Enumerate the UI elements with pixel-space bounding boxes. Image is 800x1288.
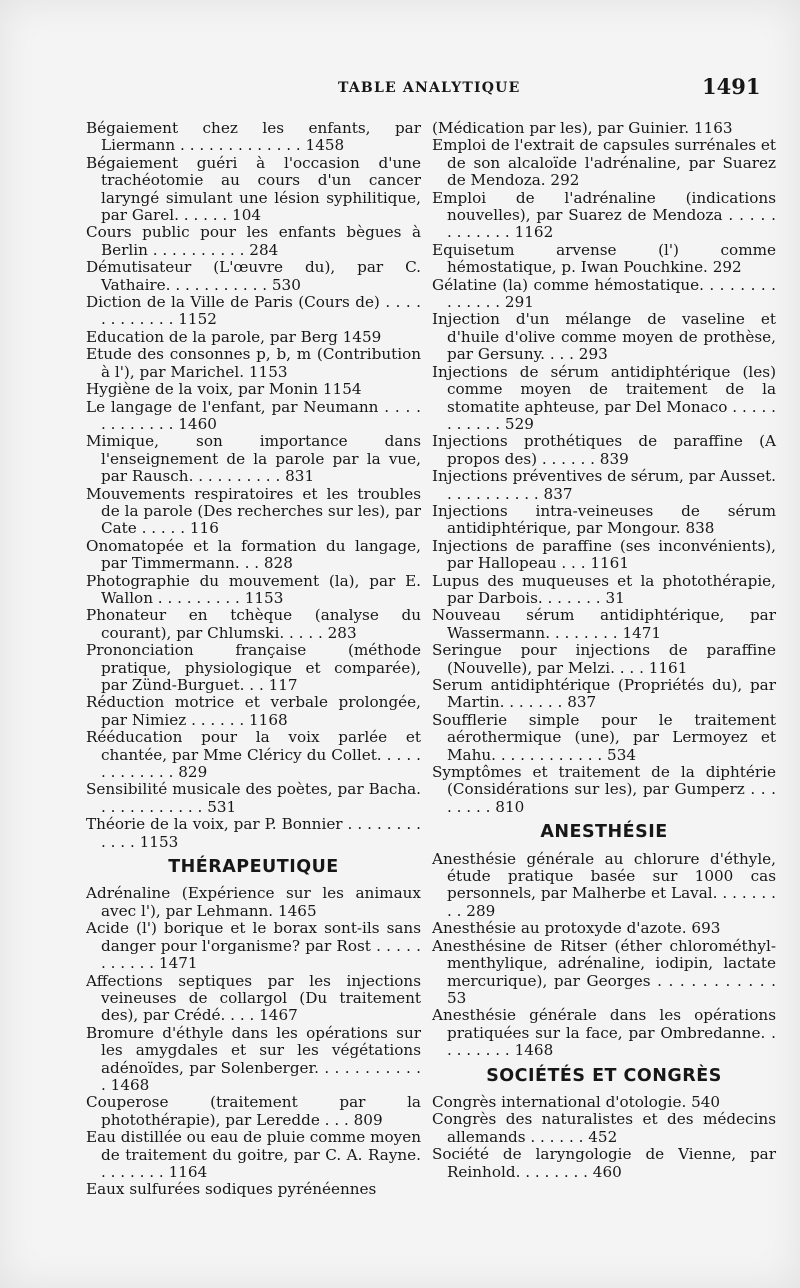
index-entry: Théorie de la voix, par P. Bonnier . . . . . . . . . . . . 1153 bbox=[86, 815, 421, 851]
index-entry: Diction de la Ville de Paris (Cours de) . . . . . . . . . . . . 1152 bbox=[86, 293, 421, 329]
index-entry: Congrès des naturalistes et des médecins allemands . . . . . . 452 bbox=[432, 1110, 776, 1146]
index-entry: Affections septiques par les injections veineuses de collargol (Du traitement des), par Crédé. . . . 1467 bbox=[86, 971, 421, 1025]
index-entry: Couperose (traitement par la photothérapie), par Leredde . . . 809 bbox=[86, 1093, 421, 1129]
index-entry: Nouveau sérum antidiphtérique, par Wassermann. . . . . . . . 1471 bbox=[432, 606, 776, 642]
index-entry: Le langage de l'enfant, par Neumann . . . . . . . . . . . . 1460 bbox=[86, 397, 421, 433]
index-entry: Mimique, son importance dans l'enseignement de la parole par la vue, par Rausch. . . . . . . . . . 831 bbox=[86, 432, 421, 486]
index-entry: Gélatine (la) comme hémostatique. . . . . . . . . . . . . . 291 bbox=[432, 275, 776, 312]
right-column bbox=[432, 120, 776, 1181]
index-entry: Hygiène de la voix, par Monin 1154 bbox=[86, 380, 362, 399]
index-entry: Congrès international d'otologie. 540 bbox=[432, 1092, 721, 1111]
index-entry: Injections prothétiques de paraffine (A propos des) . . . . . . 839 bbox=[432, 432, 776, 468]
index-entry: Rééducation pour la voix parlée et chantée, par Mme Cléricy du Collet. . . . . . . . . . . . . 829 bbox=[86, 728, 421, 782]
index-entry: Symptômes et traitement de la diphtérie (Considérations sur les), par Gumperz . . . . . . . . 810 bbox=[432, 763, 776, 816]
index-entry: Cours public pour les enfants bègues à Berlin . . . . . . . . . . 284 bbox=[86, 223, 421, 259]
section-heading: SOCIÉTÉS ET CONGRÈS bbox=[486, 1065, 722, 1086]
page-number: 1491 bbox=[702, 74, 761, 99]
index-entry: Emploi de l'adrénaline (indications nouvelles), par Suarez de Mendoza . . . . . . . . . . . . 1162 bbox=[432, 188, 776, 242]
index-entry: Anesthésie générale dans les opérations pratiquées sur la face, par Ombredanne. . . . . . . . . 1468 bbox=[432, 1006, 776, 1060]
index-entry: Anesthésie générale au chlorure d'éthyle, étude pratique basée sur 1000 cas personnels, par Malherbe et Laval. . . . . . . . . 289 bbox=[432, 849, 776, 920]
index-entry: Bégaiement guéri à l'occasion d'une trachéotomie au cours d'un cancer laryngé simulant une lésion syphilitique, par Garel. . . . . . 104 bbox=[86, 153, 421, 225]
index-entry: Sensibilité musicale des poètes, par Bacha. . . . . . . . . . . . 531 bbox=[86, 780, 421, 816]
index-entry: Anesthésine de Ritser (éther chlorométhyl-menthylique, adrénaline, iodipin, lactate mercurique), par Georges . . . . . . . . . . . 53 bbox=[432, 936, 776, 1007]
index-entry: Eaux sulfurées sodiques pyrénéennes bbox=[86, 1180, 377, 1199]
index-entry: (Médication par les), par Guinier. 1163 bbox=[432, 119, 733, 137]
section-heading: THÉRAPEUTIQUE bbox=[168, 857, 339, 878]
index-entry: Education de la parole, par Berg 1459 bbox=[86, 327, 382, 346]
index-entry: Bromure d'éthyle dans les opérations sur les amygdales et sur les végétations adénoïdes, par Solenberger. . . . . . . . . . . . 1468 bbox=[86, 1023, 421, 1094]
index-entry: Réduction motrice et verbale prolongée, par Nimiez . . . . . . 1168 bbox=[86, 693, 421, 729]
index-entry: Démutisateur (L'œuvre du), par C. Vathaire. . . . . . . . . . . 530 bbox=[86, 258, 421, 294]
index-entry: Anesthésie au protoxyde d'azote. 693 bbox=[432, 919, 721, 938]
section-heading: ANESTHÉSIE bbox=[540, 822, 668, 843]
index-entry: Emploi de l'extrait de capsules surrénales et de son alcaloïde l'adrénaline, par Suarez de Mendoza. 292 bbox=[432, 136, 776, 190]
left-column bbox=[86, 120, 421, 1199]
index-entry: Société de laryngologie de Vienne, par Reinhold. . . . . . . . 460 bbox=[432, 1145, 776, 1181]
index-entry: Phonateur en tchèque (analyse du courant), par Chlumski. . . . . 283 bbox=[86, 606, 421, 642]
index-entry: Seringue pour injections de paraffine (Nouvelle), par Melzi. . . . 1161 bbox=[432, 641, 776, 677]
running-title: TABLE ANALYTIQUE bbox=[338, 80, 521, 96]
index-entry: Acide (l') borique et le borax sont-ils sans danger pour l'organisme? par Rost . . . . . . . . . . . 1471 bbox=[86, 919, 421, 973]
index-entry: Photographie du mouvement (la), par E. Wallon . . . . . . . . . 1153 bbox=[86, 571, 421, 607]
index-entry: Adrénaline (Expérience sur les animaux avec l'), par Lehmann. 1465 bbox=[86, 884, 421, 920]
index-entry: Onomatopée et la formation du langage, par Timmermann. . . 828 bbox=[86, 536, 421, 573]
index-entry: Injections de sérum antidiphtérique (les) comme moyen de traitement de la stomatite aphteuse, par Del Monaco . . . . . . . . . . . 529 bbox=[432, 362, 776, 433]
index-entry: Injections préventives de sérum, par Ausset. . . . . . . . . . . 837 bbox=[432, 467, 776, 503]
index-entry: Prononciation française (méthode pratique, physiologique et comparée), par Zünd-Burguet. . . 117 bbox=[86, 641, 421, 694]
index-entry: Etude des consonnes p, b, m (Contribution à l'), par Marichel. 1153 bbox=[86, 345, 421, 381]
index-entry: Injections de paraffine (ses inconvénients), par Hallopeau . . . 1161 bbox=[432, 536, 776, 573]
page-header bbox=[0, 74, 800, 104]
index-entry: Equisetum arvense (l') comme hémostatique, p. Iwan Pouchkine. 292 bbox=[432, 240, 776, 277]
index-entry: Injections intra-veineuses de sérum antidiphtérique, par Mongour. 838 bbox=[432, 501, 776, 538]
index-entry: Bégaiement chez les enfants, par Liermann . . . . . . . . . . . . . 1458 bbox=[86, 119, 421, 155]
index-entry: Eau distillée ou eau de pluie comme moyen de traitement du goitre, par C. A. Rayne. . . . . . . . 1164 bbox=[86, 1128, 421, 1181]
index-entry: Mouvements respiratoires et les troubles de la parole (Des recherches sur les), par Cate . . . . . 116 bbox=[86, 484, 421, 538]
index-entry: Serum antidiphtérique (Propriétés du), par Martin. . . . . . . 837 bbox=[432, 676, 776, 712]
index-entry: Lupus des muqueuses et la photothérapie, par Darbois. . . . . . . 31 bbox=[432, 571, 776, 607]
index-entry: Soufflerie simple pour le traitement aérothermique (une), par Lermoyez et Mahu. . . . . . . . . . . . 534 bbox=[432, 710, 776, 764]
index-entry: Injection d'un mélange de vaseline et d'huile d'olive comme moyen de prothèse, par Gersuny. . . . 293 bbox=[432, 310, 776, 364]
